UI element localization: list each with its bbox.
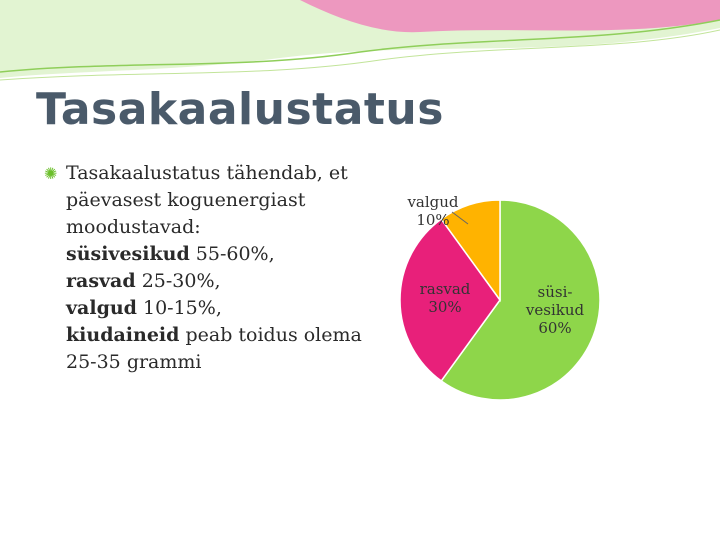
pie-label-line: vesikud bbox=[525, 301, 585, 319]
slide-title: Tasakaalustatus bbox=[36, 84, 444, 135]
text-line bbox=[44, 349, 404, 376]
text-line bbox=[44, 322, 404, 349]
pie-label-line: valgud bbox=[407, 193, 459, 211]
text-line bbox=[44, 214, 404, 241]
bullet-icon: ✺ bbox=[44, 164, 58, 183]
pie-label-line: 10% bbox=[416, 211, 450, 229]
nutrient-range: 10-15%, bbox=[136, 297, 222, 319]
line-text: 25-35 grammi bbox=[66, 351, 202, 373]
line-text bbox=[66, 243, 275, 265]
bullet-item bbox=[44, 160, 404, 187]
line-text: peab toidus olema bbox=[179, 324, 362, 346]
text-line bbox=[44, 187, 404, 214]
nutrient-range: 25-30%, bbox=[135, 270, 221, 292]
line-text: päevasest koguenergiast bbox=[66, 189, 306, 211]
pie-label-line: 30% bbox=[428, 298, 462, 316]
nutrient-name: süsivesikud bbox=[66, 243, 190, 265]
bullet-text: Tasakaalustatus tähendab, et bbox=[66, 162, 348, 184]
line-bold-text: kiudaineid bbox=[66, 324, 180, 346]
text-line bbox=[44, 268, 404, 295]
nutrient-name: rasvad bbox=[66, 270, 136, 292]
text-line bbox=[44, 241, 404, 268]
pie-label-line: 60% bbox=[538, 319, 572, 337]
text-line bbox=[44, 295, 404, 322]
nutrient-range: 55-60%, bbox=[189, 243, 275, 265]
macronutrient-pie-chart bbox=[390, 190, 620, 420]
pie-label-line: rasvad bbox=[419, 280, 471, 298]
line-text bbox=[66, 297, 222, 319]
nutrient-name: valgud bbox=[66, 297, 137, 319]
pie-label-line: süsi- bbox=[537, 283, 573, 301]
slide-body bbox=[44, 160, 404, 376]
line-text bbox=[66, 270, 221, 292]
line-text: moodustavad: bbox=[66, 216, 201, 238]
